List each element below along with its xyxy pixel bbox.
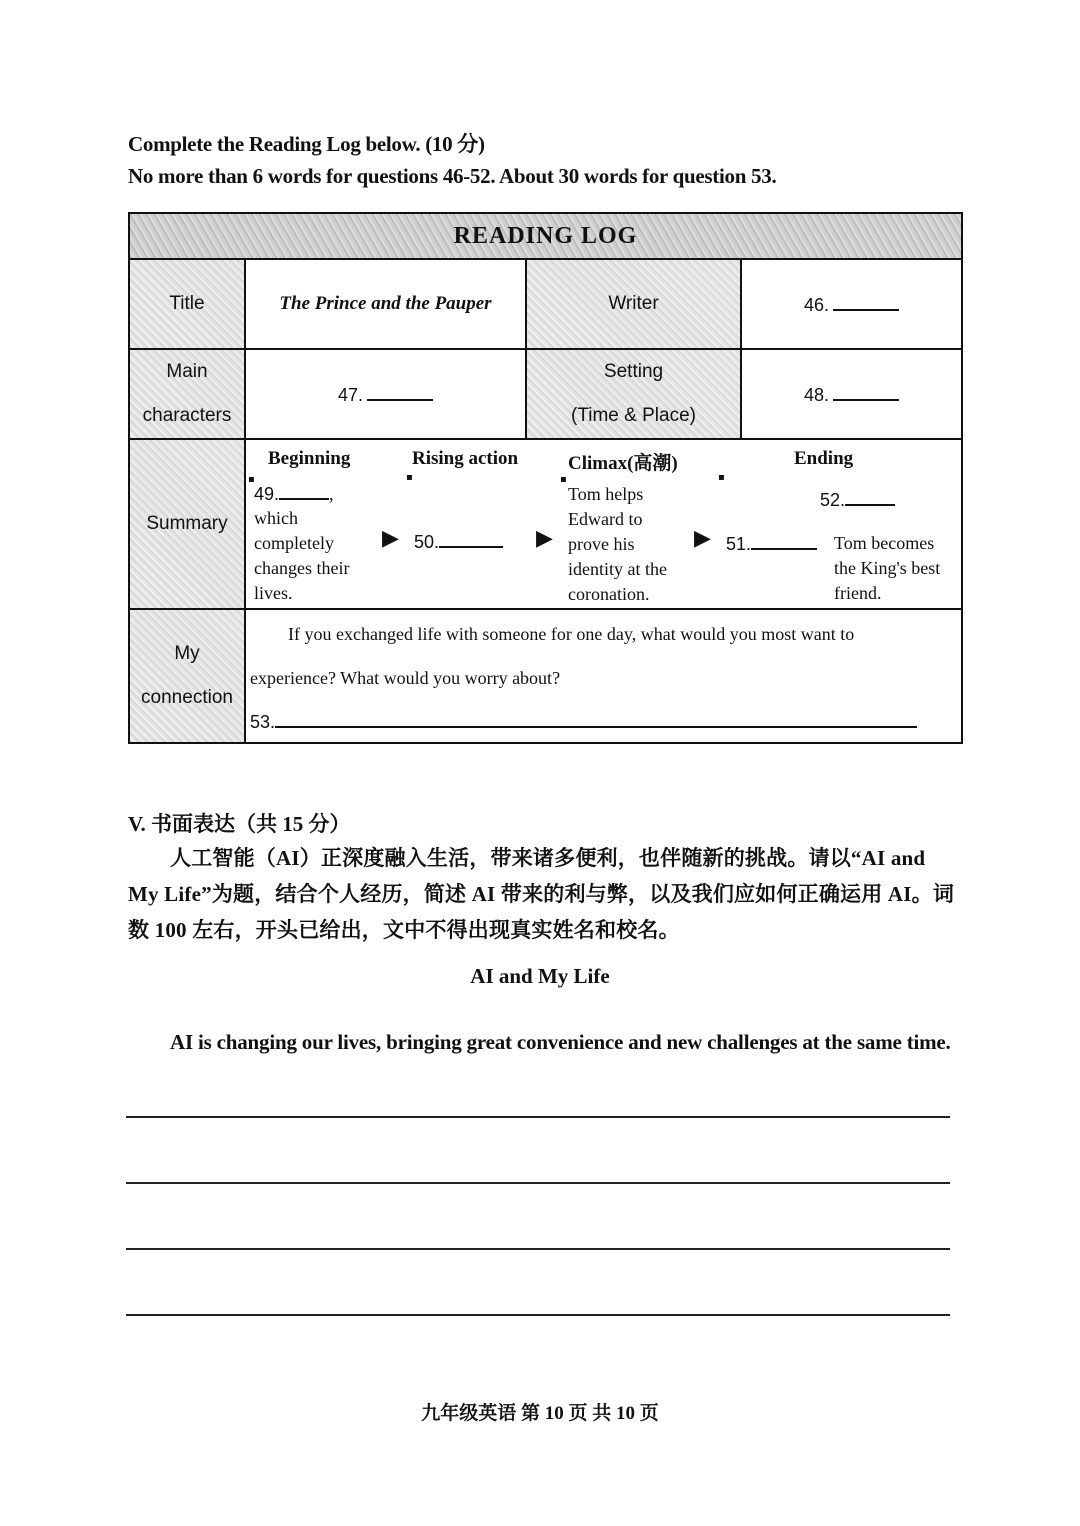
- ending-text-line: the King's best: [834, 558, 941, 578]
- main-label-line-2: characters: [142, 405, 232, 426]
- q52-number: 52.: [820, 490, 846, 510]
- summary-label: Summary: [129, 439, 245, 609]
- beginning-text-line: completely: [254, 533, 334, 553]
- climax-text-line: identity at the: [568, 559, 667, 579]
- climax-text-line: Tom helps: [568, 484, 644, 504]
- marker-square-icon: ▪: [560, 474, 567, 485]
- climax-text-line: coronation.: [568, 584, 650, 604]
- instruction-line-2: No more than 6 words for questions 46-52. About 30 words for question 53.: [128, 164, 777, 188]
- climax-text: [568, 482, 667, 607]
- q49-line: [254, 482, 334, 507]
- writing-line[interactable]: [126, 1314, 950, 1316]
- q48-number: 48.: [803, 385, 830, 405]
- q48-cell: [741, 349, 962, 439]
- essay-title: AI and My Life: [470, 964, 610, 988]
- q53-line: [250, 710, 917, 735]
- my-connection-cell: [245, 609, 962, 743]
- q49-number: 49.: [254, 484, 280, 504]
- summary-plot-diagram: [245, 439, 962, 609]
- arrow-right-icon: ▶: [382, 526, 399, 551]
- q51-line: [726, 532, 817, 557]
- beginning-text-line: lives.: [254, 583, 293, 603]
- q50-blank[interactable]: [439, 530, 503, 548]
- my-label-line-1: My: [174, 643, 200, 664]
- main-characters-label: [129, 349, 245, 439]
- q49-blank[interactable]: [279, 482, 329, 500]
- reading-log-header: READING LOG: [129, 213, 962, 259]
- ending-text-line: friend.: [834, 583, 882, 603]
- rising-action-heading: Rising action: [412, 448, 519, 469]
- q51-number: 51.: [726, 534, 752, 554]
- writing-line[interactable]: [126, 1182, 950, 1184]
- my-label-line-2: connection: [141, 687, 233, 708]
- main-label-line-1: Main: [166, 361, 208, 382]
- instruction-line-1: Complete the Reading Log below. (10 分): [128, 132, 485, 156]
- arrow-right-icon: ▶: [694, 526, 711, 551]
- beginning-text: [254, 506, 349, 606]
- q47-cell: [245, 349, 526, 439]
- q50-number: 50.: [414, 532, 440, 552]
- essay-opening-sentence: AI is changing our lives, bringing great convenience and new challenges at the same time.: [170, 1030, 951, 1054]
- prompt-line-1: If you exchanged life with someone for one day, what would you most want to: [288, 624, 855, 644]
- arrow-right-icon: ▶: [536, 526, 553, 551]
- q49-comma: ,: [329, 484, 334, 504]
- q46-number: 46.: [803, 295, 830, 315]
- writing-section-title: V. 书面表达（共 15 分）: [128, 812, 351, 836]
- my-connection-label: [129, 609, 245, 743]
- ending-text-line: Tom becomes: [834, 533, 935, 553]
- reading-log-table: [128, 212, 963, 744]
- setting-label-line-1: Setting: [603, 361, 664, 382]
- writing-line[interactable]: [126, 1248, 950, 1250]
- prompt-line-2: experience? What would you worry about?: [250, 668, 561, 688]
- q47-number: 47.: [337, 385, 364, 405]
- writer-label: Writer: [526, 259, 741, 349]
- beginning-text-line: changes their: [254, 558, 350, 578]
- q52-blank[interactable]: [845, 488, 895, 506]
- ending-text: [834, 531, 940, 606]
- marker-square-icon: ▪: [406, 472, 413, 483]
- beginning-text-line: which: [254, 508, 298, 528]
- climax-heading: Climax(高潮): [568, 453, 678, 474]
- q51-blank[interactable]: [751, 532, 817, 550]
- q53-blank[interactable]: [275, 710, 917, 728]
- q50-line: [414, 530, 503, 555]
- marker-square-icon: ▪: [718, 472, 725, 483]
- q47-blank[interactable]: [367, 381, 433, 401]
- writing-task-instructions: 人工智能（AI）正深度融入生活，带来诸多便利，也伴随新的挑战。请以“AI and My Life”为题，结合个人经历，简述 AI 带来的利与弊，以及我们应如何正确运用 AI。词数 100 左右，开头已给出，文中不得出现真实姓名和校名。: [128, 846, 955, 942]
- page-footer: 九年级英语 第 10 页 共 10 页: [421, 1403, 659, 1424]
- q52-line: [820, 488, 895, 513]
- climax-text-line: Edward to: [568, 509, 643, 529]
- q48-blank[interactable]: [833, 381, 899, 401]
- q46-blank[interactable]: [833, 291, 899, 311]
- setting-label-line-2: (Time & Place): [571, 405, 696, 426]
- setting-label: [526, 349, 741, 439]
- marker-square-icon: ▪: [248, 474, 255, 485]
- climax-text-line: prove his: [568, 534, 635, 554]
- beginning-heading: Beginning: [268, 448, 351, 469]
- writing-line[interactable]: [126, 1116, 950, 1118]
- title-value: The Prince and the Pauper: [245, 259, 526, 349]
- ending-heading: Ending: [794, 448, 854, 469]
- q53-number: 53.: [250, 712, 276, 732]
- q46-cell: [741, 259, 962, 349]
- title-label: Title: [129, 259, 245, 349]
